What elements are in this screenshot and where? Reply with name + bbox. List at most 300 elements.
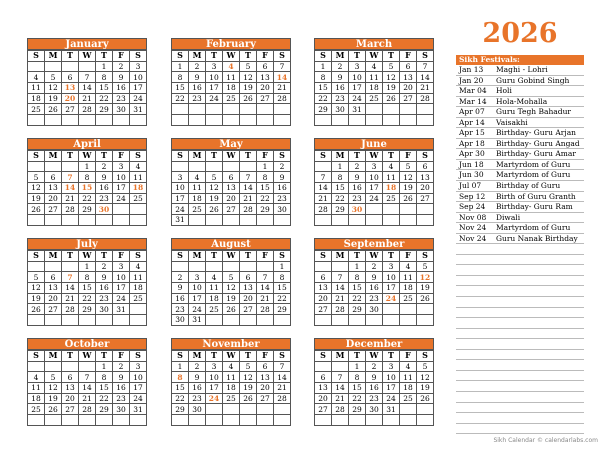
day-cell: 14 xyxy=(315,183,332,194)
day-cell xyxy=(62,215,79,226)
day-cell: 19 xyxy=(45,393,62,404)
day-cell: 4 xyxy=(366,61,383,72)
day-cell: 2 xyxy=(113,361,130,372)
day-cell: 5 xyxy=(223,272,240,283)
weekday-header: S xyxy=(417,151,434,162)
weekday-header: T xyxy=(62,151,79,162)
day-cell: 31 xyxy=(349,104,366,115)
month-may xyxy=(171,138,291,226)
day-cell: 8 xyxy=(315,72,332,83)
day-cell: 24 xyxy=(366,193,383,204)
weekday-header: M xyxy=(332,151,349,162)
day-cell: 6 xyxy=(62,372,79,383)
festival-date xyxy=(456,276,496,286)
festival-name xyxy=(496,403,584,413)
day-cell: 14 xyxy=(332,283,349,294)
day-cell: 25 xyxy=(130,293,147,304)
year-title: 2026 xyxy=(482,18,558,49)
festival-date xyxy=(456,403,496,413)
day-cell xyxy=(206,104,223,115)
day-cell: 15 xyxy=(349,283,366,294)
day-cell: 28 xyxy=(62,204,79,215)
festival-date xyxy=(456,255,496,265)
day-cell: 3 xyxy=(113,261,130,272)
day-cell xyxy=(332,261,349,272)
day-cell: 19 xyxy=(400,183,417,194)
day-cell: 31 xyxy=(189,315,206,326)
day-cell: 5 xyxy=(417,261,434,272)
day-cell xyxy=(223,404,240,415)
festival-name xyxy=(496,244,584,254)
day-cell: 14 xyxy=(79,83,96,94)
weekday-header: W xyxy=(366,151,383,162)
month-title: October xyxy=(27,338,147,350)
day-cell: 4 xyxy=(400,261,417,272)
month-days-table xyxy=(27,250,147,326)
day-cell: 15 xyxy=(172,83,189,94)
day-cell xyxy=(274,104,291,115)
month-days-table xyxy=(314,50,434,126)
festival-date xyxy=(456,339,496,349)
day-cell: 10 xyxy=(130,72,147,83)
day-cell: 25 xyxy=(130,193,147,204)
day-cell xyxy=(315,161,332,172)
day-cell: 12 xyxy=(240,372,257,383)
day-cell: 20 xyxy=(62,393,79,404)
festival-date xyxy=(456,297,496,307)
day-cell xyxy=(206,404,223,415)
day-cell xyxy=(172,115,189,126)
weekday-header: M xyxy=(45,151,62,162)
festival-date xyxy=(456,318,496,328)
day-cell: 15 xyxy=(79,183,96,194)
weekday-header: W xyxy=(79,151,96,162)
festival-name xyxy=(496,413,584,423)
day-cell: 17 xyxy=(383,283,400,294)
day-cell: 29 xyxy=(332,204,349,215)
day-cell xyxy=(206,161,223,172)
day-cell: 18 xyxy=(223,83,240,94)
day-cell xyxy=(79,115,96,126)
day-cell: 2 xyxy=(96,261,113,272)
day-cell: 11 xyxy=(206,283,223,294)
day-cell: 7 xyxy=(240,172,257,183)
weekday-header: S xyxy=(130,251,147,262)
day-cell: 5 xyxy=(240,361,257,372)
day-cell: 12 xyxy=(417,372,434,383)
month-days-table xyxy=(171,150,291,226)
day-cell: 23 xyxy=(113,93,130,104)
festival-name xyxy=(496,350,584,360)
day-cell: 20 xyxy=(62,93,79,104)
day-cell: 21 xyxy=(79,393,96,404)
day-cell: 14 xyxy=(274,72,291,83)
day-cell: 18 xyxy=(28,93,45,104)
day-cell xyxy=(257,261,274,272)
weekday-header: T xyxy=(206,251,223,262)
day-cell: 18 xyxy=(383,183,400,194)
day-cell: 7 xyxy=(62,272,79,283)
day-cell: 15 xyxy=(96,383,113,394)
day-cell: 9 xyxy=(332,72,349,83)
month-title: March xyxy=(314,38,434,50)
festival-row xyxy=(456,139,584,150)
day-cell: 26 xyxy=(417,293,434,304)
day-cell xyxy=(257,404,274,415)
festival-date: Jun 30 xyxy=(459,170,484,180)
day-cell: 21 xyxy=(62,293,79,304)
day-cell xyxy=(417,104,434,115)
day-cell xyxy=(28,115,45,126)
day-cell xyxy=(96,415,113,426)
festival-row xyxy=(456,297,584,308)
day-cell xyxy=(240,161,257,172)
day-cell xyxy=(366,115,383,126)
day-cell xyxy=(28,215,45,226)
day-cell: 24 xyxy=(206,393,223,404)
festival-row xyxy=(456,223,584,234)
day-cell: 18 xyxy=(130,183,147,194)
weekday-header: T xyxy=(206,51,223,62)
festival-date xyxy=(456,413,496,423)
weekday-header: F xyxy=(113,151,130,162)
weekday-header: W xyxy=(366,51,383,62)
festival-row xyxy=(456,107,584,118)
festival-name: Hola-Mohalla xyxy=(496,96,548,106)
day-cell xyxy=(130,215,147,226)
day-cell: 13 xyxy=(315,383,332,394)
weekday-header: T xyxy=(383,151,400,162)
weekday-header: M xyxy=(332,351,349,362)
day-cell: 10 xyxy=(113,272,130,283)
day-cell xyxy=(189,161,206,172)
festival-date: Apr 18 xyxy=(459,138,485,148)
day-cell xyxy=(240,404,257,415)
day-cell: 23 xyxy=(172,304,189,315)
day-cell: 24 xyxy=(349,93,366,104)
day-cell: 3 xyxy=(206,61,223,72)
day-cell: 1 xyxy=(79,161,96,172)
month-august xyxy=(171,238,291,326)
day-cell xyxy=(315,415,332,426)
day-cell: 12 xyxy=(240,72,257,83)
day-cell: 10 xyxy=(130,372,147,383)
festival-row xyxy=(456,318,584,329)
month-days-table xyxy=(27,150,147,226)
day-cell xyxy=(257,104,274,115)
festival-row xyxy=(456,234,584,245)
day-cell: 20 xyxy=(45,193,62,204)
day-cell xyxy=(274,115,291,126)
day-cell: 15 xyxy=(315,83,332,94)
day-cell: 21 xyxy=(257,293,274,304)
day-cell: 15 xyxy=(332,183,349,194)
festival-name: Birthday of Guru xyxy=(496,181,561,191)
day-cell: 16 xyxy=(113,83,130,94)
day-cell xyxy=(417,404,434,415)
month-title: April xyxy=(27,138,147,150)
day-cell: 28 xyxy=(315,204,332,215)
weekday-header: F xyxy=(400,51,417,62)
day-cell: 2 xyxy=(332,61,349,72)
day-cell: 26 xyxy=(28,204,45,215)
day-cell: 10 xyxy=(172,183,189,194)
festival-name xyxy=(496,339,584,349)
day-cell xyxy=(223,261,240,272)
weekday-header: T xyxy=(349,151,366,162)
festival-row xyxy=(456,350,584,361)
day-cell: 11 xyxy=(383,172,400,183)
day-cell xyxy=(62,415,79,426)
festival-name: Martyrdom of Guru xyxy=(496,159,571,169)
festival-name xyxy=(496,308,584,318)
day-cell xyxy=(130,415,147,426)
day-cell: 11 xyxy=(28,83,45,94)
festival-row xyxy=(456,403,584,414)
day-cell: 4 xyxy=(223,361,240,372)
festival-row xyxy=(456,65,584,76)
festival-row xyxy=(456,181,584,192)
day-cell xyxy=(332,115,349,126)
festival-name xyxy=(496,329,584,339)
day-cell: 28 xyxy=(240,204,257,215)
day-cell: 22 xyxy=(332,193,349,204)
day-cell: 13 xyxy=(223,183,240,194)
day-cell: 28 xyxy=(79,404,96,415)
day-cell: 7 xyxy=(315,172,332,183)
day-cell: 2 xyxy=(189,61,206,72)
weekday-header: S xyxy=(274,251,291,262)
day-cell xyxy=(417,204,434,215)
day-cell: 27 xyxy=(45,204,62,215)
month-title: August xyxy=(171,238,291,250)
festival-name: Diwali xyxy=(496,212,521,222)
weekday-header: W xyxy=(223,351,240,362)
day-cell: 22 xyxy=(79,193,96,204)
day-cell xyxy=(349,415,366,426)
weekday-header: S xyxy=(130,51,147,62)
day-cell xyxy=(172,161,189,172)
day-cell: 30 xyxy=(189,404,206,415)
weekday-header: S xyxy=(315,251,332,262)
day-cell xyxy=(172,415,189,426)
day-cell: 1 xyxy=(172,361,189,372)
month-title: January xyxy=(27,38,147,50)
festival-date: Jan 20 xyxy=(459,75,484,85)
day-cell: 2 xyxy=(172,272,189,283)
day-cell: 19 xyxy=(417,283,434,294)
day-cell: 8 xyxy=(172,372,189,383)
festival-date: Jan 13 xyxy=(459,65,484,74)
day-cell: 3 xyxy=(130,361,147,372)
day-cell: 5 xyxy=(417,361,434,372)
festival-name: Birthday- Guru Arjan xyxy=(496,128,577,138)
day-cell: 22 xyxy=(257,193,274,204)
day-cell: 30 xyxy=(349,204,366,215)
day-cell: 11 xyxy=(130,272,147,283)
day-cell: 6 xyxy=(257,361,274,372)
weekday-header: T xyxy=(383,251,400,262)
day-cell xyxy=(315,215,332,226)
day-cell: 12 xyxy=(28,283,45,294)
day-cell xyxy=(28,361,45,372)
day-cell: 6 xyxy=(45,272,62,283)
day-cell xyxy=(315,361,332,372)
day-cell: 9 xyxy=(189,372,206,383)
day-cell xyxy=(28,261,45,272)
day-cell: 26 xyxy=(206,204,223,215)
day-cell: 8 xyxy=(349,372,366,383)
day-cell: 16 xyxy=(332,83,349,94)
festival-date xyxy=(456,360,496,370)
festival-name xyxy=(496,255,584,265)
day-cell: 25 xyxy=(28,404,45,415)
day-cell: 3 xyxy=(206,361,223,372)
day-cell: 27 xyxy=(315,404,332,415)
month-days-table xyxy=(171,350,291,426)
day-cell: 21 xyxy=(62,193,79,204)
day-cell: 16 xyxy=(96,283,113,294)
day-cell: 20 xyxy=(417,183,434,194)
weekday-header: T xyxy=(62,251,79,262)
day-cell: 25 xyxy=(366,93,383,104)
weekday-header: S xyxy=(274,51,291,62)
month-title: September xyxy=(314,238,434,250)
weekday-header: M xyxy=(332,51,349,62)
festival-name xyxy=(496,424,584,434)
day-cell: 9 xyxy=(349,172,366,183)
month-december xyxy=(314,338,434,426)
day-cell: 21 xyxy=(274,383,291,394)
day-cell: 23 xyxy=(274,193,291,204)
day-cell: 14 xyxy=(62,283,79,294)
day-cell: 18 xyxy=(130,283,147,294)
day-cell xyxy=(45,315,62,326)
day-cell xyxy=(45,215,62,226)
day-cell: 26 xyxy=(45,404,62,415)
day-cell: 21 xyxy=(274,83,291,94)
footer-credit: Sikh Calendar © calendarlabs.com xyxy=(493,437,598,444)
festival-name: Vaisakhi xyxy=(496,117,528,127)
day-cell: 28 xyxy=(332,304,349,315)
day-cell: 14 xyxy=(62,183,79,194)
day-cell: 8 xyxy=(96,72,113,83)
festival-row xyxy=(456,286,584,297)
weekday-header: S xyxy=(28,351,45,362)
day-cell: 13 xyxy=(257,372,274,383)
day-cell: 27 xyxy=(240,304,257,315)
day-cell xyxy=(240,261,257,272)
weekday-header: T xyxy=(206,351,223,362)
day-cell xyxy=(45,361,62,372)
festival-name: Martyrdom of Guru xyxy=(496,170,571,180)
month-title: July xyxy=(27,238,147,250)
day-cell xyxy=(45,61,62,72)
day-cell xyxy=(315,315,332,326)
day-cell: 1 xyxy=(349,361,366,372)
day-cell: 22 xyxy=(349,393,366,404)
festival-row xyxy=(456,413,584,424)
day-cell: 13 xyxy=(62,83,79,94)
day-cell: 10 xyxy=(189,283,206,294)
weekday-header: M xyxy=(45,51,62,62)
day-cell xyxy=(62,115,79,126)
day-cell: 26 xyxy=(400,193,417,204)
day-cell xyxy=(383,315,400,326)
festival-date: Jul 07 xyxy=(459,181,482,191)
festival-name xyxy=(496,318,584,328)
day-cell xyxy=(366,104,383,115)
day-cell xyxy=(417,315,434,326)
day-cell: 6 xyxy=(257,61,274,72)
day-cell: 28 xyxy=(79,104,96,115)
day-cell xyxy=(400,404,417,415)
day-cell xyxy=(400,215,417,226)
day-cell: 9 xyxy=(96,172,113,183)
day-cell xyxy=(206,415,223,426)
day-cell: 18 xyxy=(189,193,206,204)
weekday-header: M xyxy=(45,251,62,262)
day-cell xyxy=(417,415,434,426)
day-cell xyxy=(206,215,223,226)
festival-row xyxy=(456,265,584,276)
day-cell: 13 xyxy=(417,172,434,183)
festival-date xyxy=(456,265,496,275)
day-cell: 21 xyxy=(79,93,96,104)
festival-date: Nov 24 xyxy=(459,233,487,243)
festival-name: Maghi - Lohri xyxy=(496,65,548,74)
day-cell: 7 xyxy=(332,272,349,283)
day-cell: 19 xyxy=(28,193,45,204)
festival-name xyxy=(496,360,584,370)
day-cell: 4 xyxy=(189,172,206,183)
day-cell: 7 xyxy=(79,72,96,83)
weekday-header: F xyxy=(400,251,417,262)
day-cell: 27 xyxy=(45,304,62,315)
day-cell: 20 xyxy=(400,83,417,94)
day-cell: 9 xyxy=(366,272,383,283)
day-cell: 9 xyxy=(113,72,130,83)
day-cell: 19 xyxy=(383,83,400,94)
day-cell xyxy=(189,261,206,272)
festival-row xyxy=(456,424,584,435)
day-cell: 30 xyxy=(332,104,349,115)
day-cell: 15 xyxy=(79,283,96,294)
weekday-header: T xyxy=(96,151,113,162)
day-cell: 12 xyxy=(206,183,223,194)
day-cell xyxy=(240,115,257,126)
day-cell xyxy=(206,261,223,272)
weekday-header: W xyxy=(223,51,240,62)
day-cell: 7 xyxy=(257,272,274,283)
day-cell: 22 xyxy=(349,293,366,304)
weekday-header: M xyxy=(332,251,349,262)
day-cell: 28 xyxy=(417,93,434,104)
day-cell xyxy=(79,215,96,226)
day-cell xyxy=(332,415,349,426)
day-cell xyxy=(332,361,349,372)
festival-date xyxy=(456,286,496,296)
weekday-header: S xyxy=(417,351,434,362)
day-cell: 7 xyxy=(79,372,96,383)
festival-name xyxy=(496,392,584,402)
day-cell: 7 xyxy=(62,172,79,183)
day-cell: 23 xyxy=(366,293,383,304)
day-cell: 17 xyxy=(206,83,223,94)
weekday-header: T xyxy=(383,51,400,62)
day-cell: 1 xyxy=(315,61,332,72)
day-cell: 15 xyxy=(274,283,291,294)
